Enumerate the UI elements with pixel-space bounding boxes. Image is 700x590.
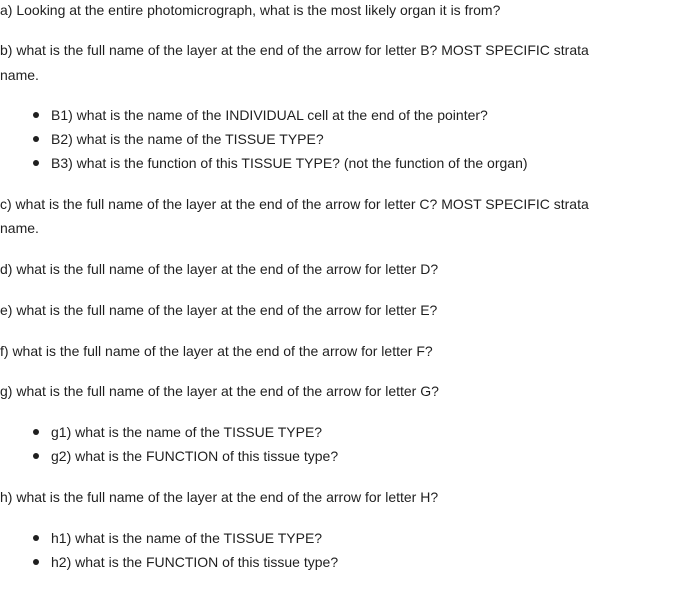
question-b-line-2: name. — [0, 67, 39, 83]
bullet-icon — [33, 559, 39, 565]
bullet-icon — [33, 136, 39, 142]
question-b2: B2) what is the name of the TISSUE TYPE? — [51, 131, 324, 147]
question-c-line-2: name. — [0, 220, 39, 236]
question-e: e) what is the full name of the layer at the end of the arrow for letter E? — [0, 302, 438, 318]
bullet-icon — [33, 160, 39, 166]
bullet-icon — [33, 429, 39, 435]
question-b1: B1) what is the name of the INDIVIDUAL cell at the end of the pointer? — [51, 107, 488, 123]
bullet-icon — [33, 535, 39, 541]
question-c-line-1: c) what is the full name of the layer at the end of the arrow for letter C? MOST SPECIFIC strata — [0, 196, 589, 212]
question-b3: B3) what is the function of this TISSUE TYPE? (not the function of the organ) — [51, 155, 528, 171]
question-h2: h2) what is the FUNCTION of this tissue type? — [51, 554, 339, 570]
question-g2: g2) what is the FUNCTION of this tissue type? — [51, 448, 339, 464]
question-g: g) what is the full name of the layer at the end of the arrow for letter G? — [0, 383, 439, 399]
bullet-icon — [33, 112, 39, 118]
question-a: a) Looking at the entire photomicrograph, what is the most likely organ it is from? — [0, 2, 501, 18]
question-h: h) what is the full name of the layer at the end of the arrow for letter H? — [0, 489, 439, 505]
question-b-line-1: b) what is the full name of the layer at the end of the arrow for letter B? MOST SPECIFIC strata — [0, 42, 589, 58]
question-d: d) what is the full name of the layer at the end of the arrow for letter D? — [0, 261, 439, 277]
question-f: f) what is the full name of the layer at the end of the arrow for letter F? — [0, 343, 433, 359]
question-h1: h1) what is the name of the TISSUE TYPE? — [51, 530, 323, 546]
bullet-icon — [33, 453, 39, 459]
question-g1: g1) what is the name of the TISSUE TYPE? — [51, 424, 323, 440]
